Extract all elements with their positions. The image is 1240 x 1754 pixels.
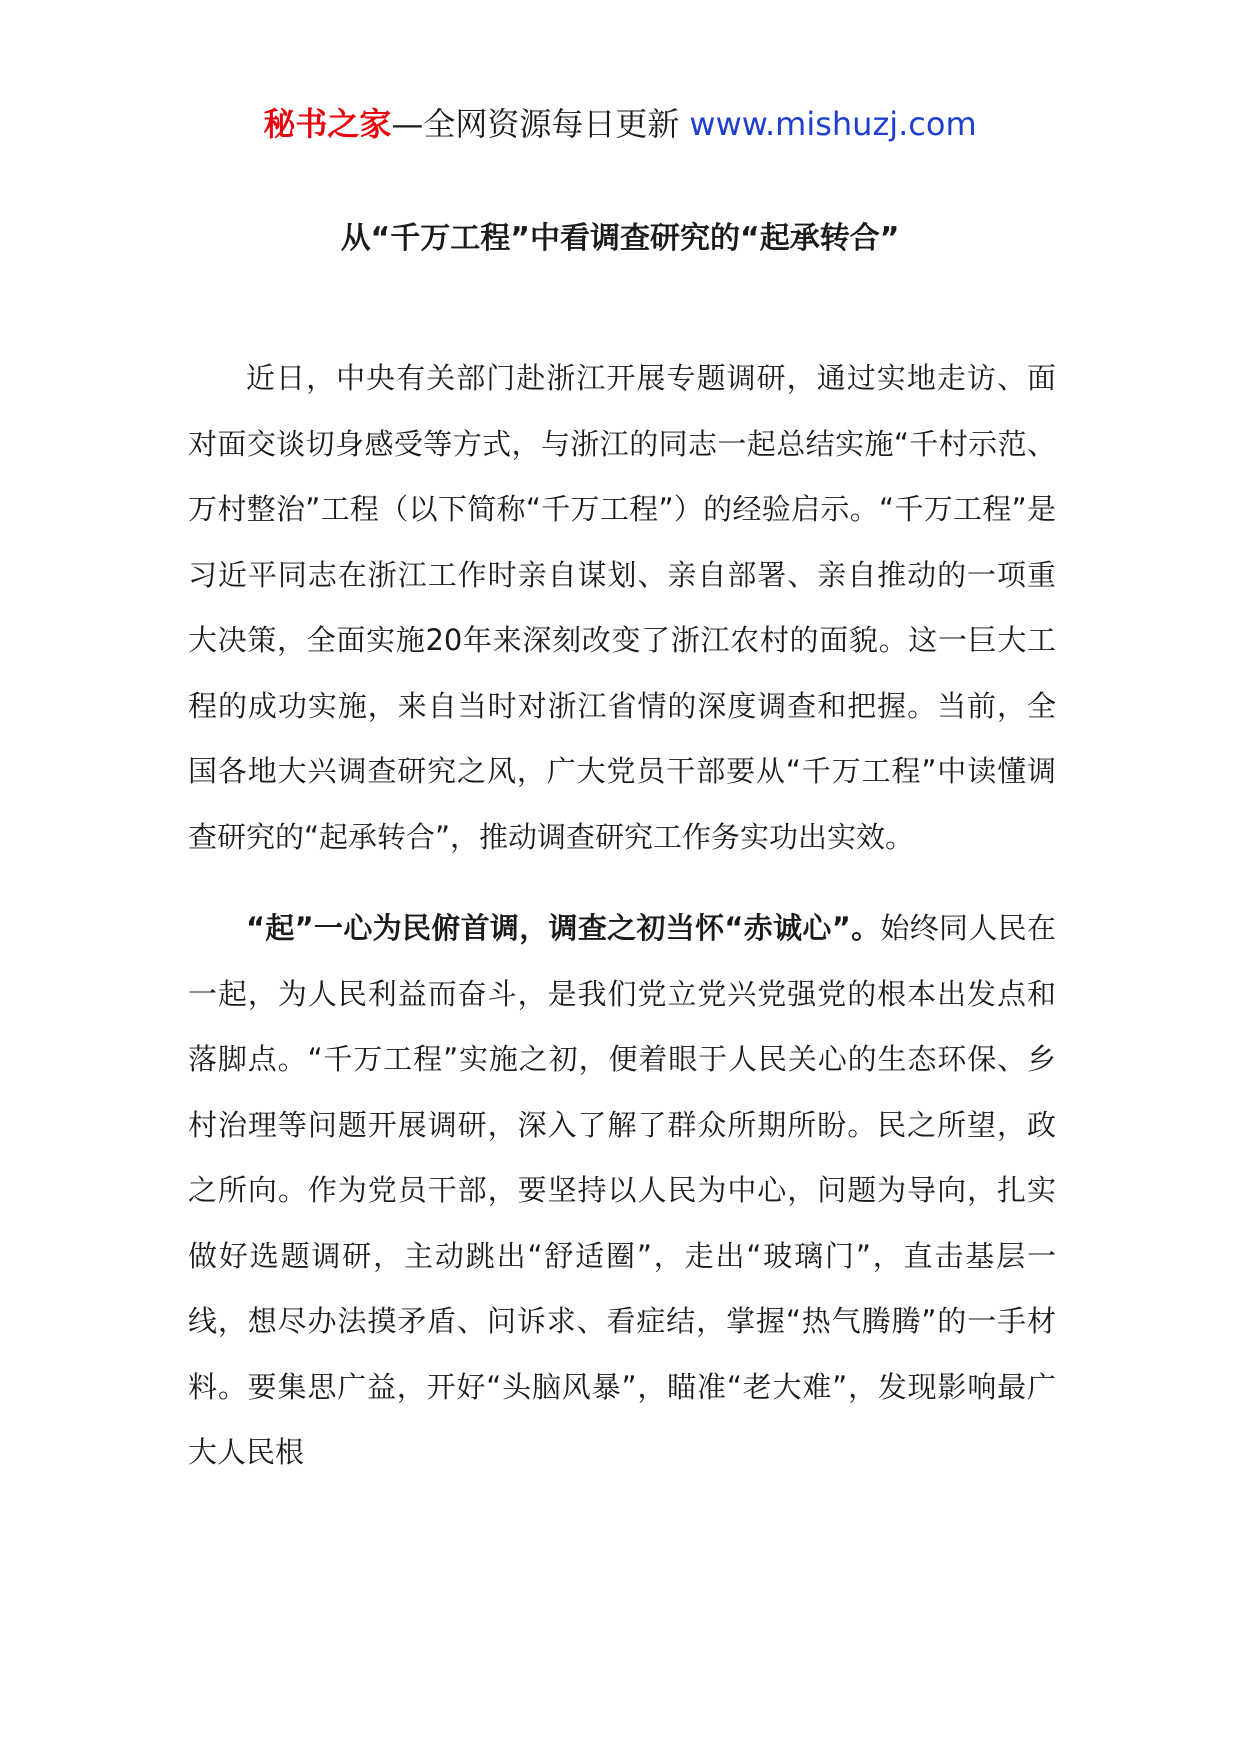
site-brand: 秘书之家 xyxy=(263,105,392,143)
site-slogan: —全网资源每日更新 xyxy=(391,105,680,143)
document-body xyxy=(188,346,1056,1486)
paragraph-1 xyxy=(188,346,1056,870)
paragraph-2-text: 始终同人民在一起，为人民利益而奋斗，是我们党立党兴党强党的根本出发点和落脚点。“千万工程”实施之初，便着眼于人民关心的生态环保、乡村治理等问题开展调研，深入了解了群众所期所盼。民之所望，政之所向。作为党员干部，要坚持以人民为中心，问题为导向，扎实做好选题调研，主动跳出“舒适圈”，走出“玻璃门”，直击基层一线，想尽办法摸矛盾、问诉求、看症结，掌握“热气腾腾”的一手材料。要集思广益，开好“头脑风暴”，瞄准“老大难”，发现影响最广大人民根 xyxy=(188,911,1056,1469)
site-header xyxy=(0,102,1240,146)
paragraph-1-text: 近日，中央有关部门赴浙江开展专题调研，通过实地走访、面对面交谈切身感受等方式，与浙江的同志一起总结实施“千村示范、万村整治”工程（以下简称“千万工程”）的经验启示。“千万工程”是习近平同志在浙江工作时亲自谋划、亲自部署、亲自推动的一项重大决策，全面实施20年来深刻改变了浙江农村的面貌。这一巨大工程的成功实施，来自当时对浙江省情的深度调查和把握。当前，全国各地大兴调查研究之风，广大党员干部要从“千万工程”中读懂调查研究的“起承转合”，推动调查研究工作务实功出实效。 xyxy=(188,361,1056,854)
site-url-link[interactable]: www.mishuzj.com xyxy=(689,105,977,143)
paragraph-2 xyxy=(188,896,1056,1486)
paragraph-2-lead: “起”一心为民俯首调，调查之初当怀“赤诚心”。 xyxy=(246,911,881,945)
document-title: 从“千万工程”中看调查研究的“起承转合” xyxy=(340,221,900,256)
